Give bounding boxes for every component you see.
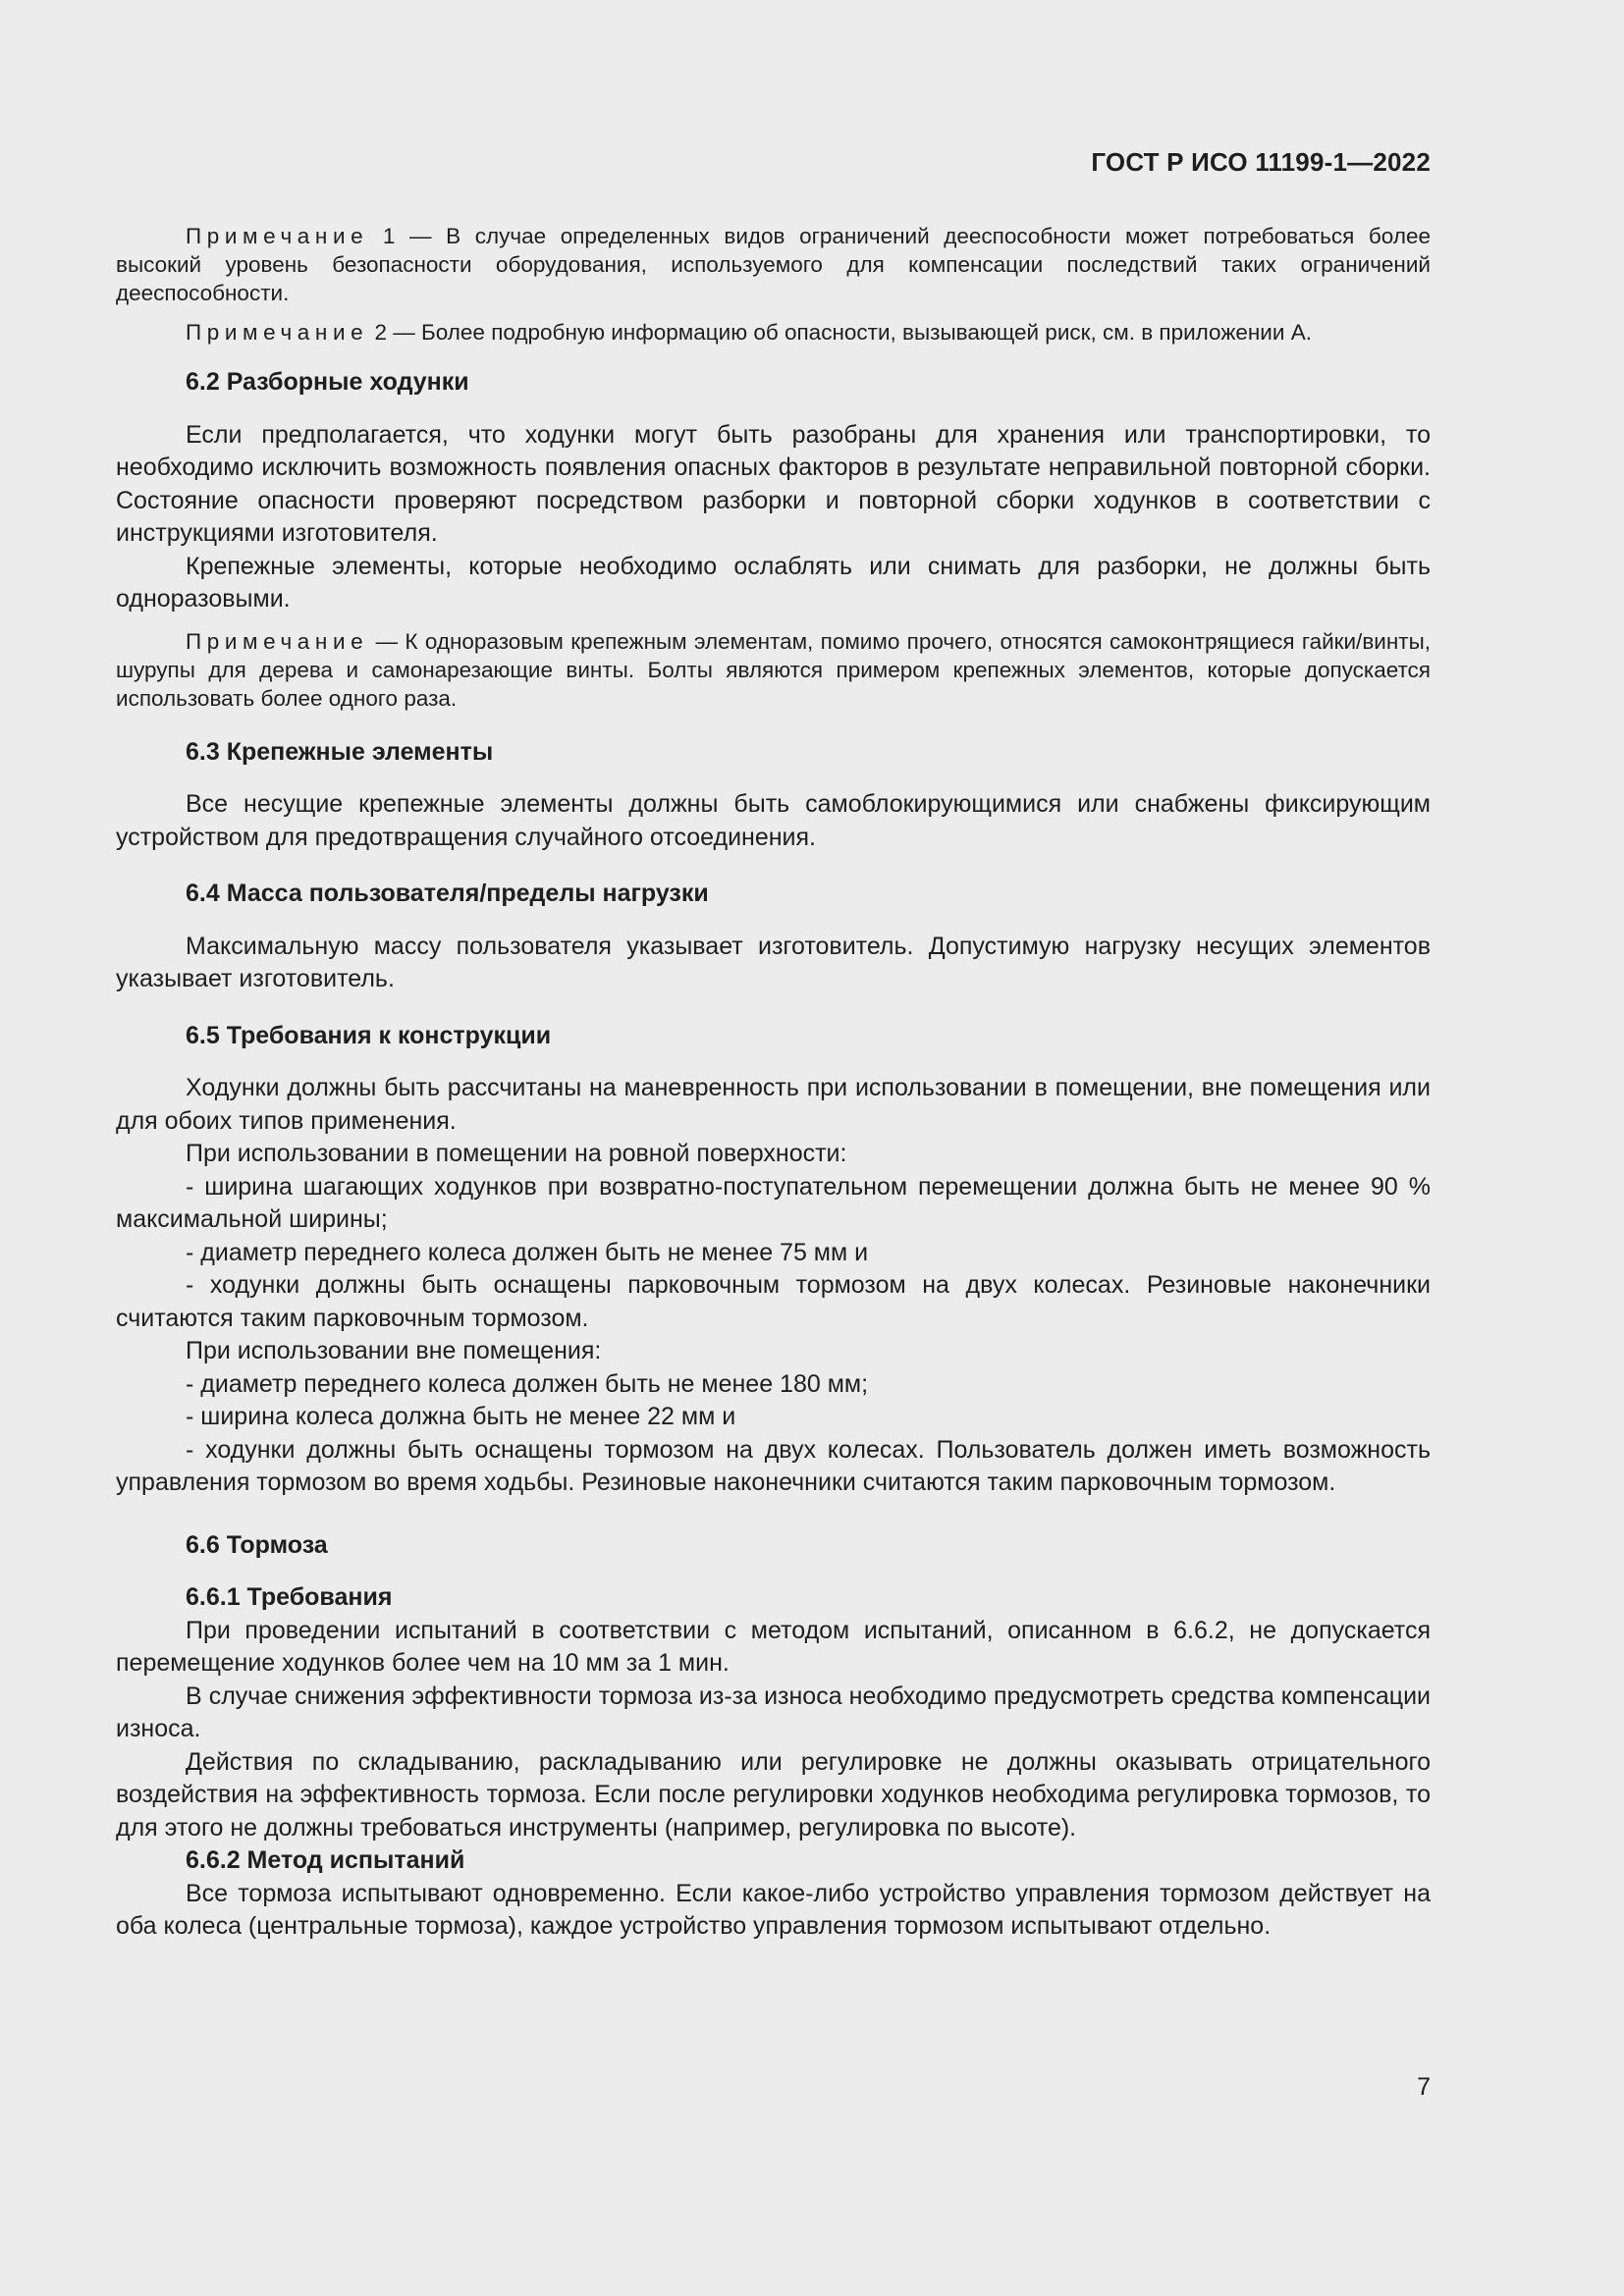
subsection-heading-6-6-2: 6.6.2 Метод испытаний (186, 1846, 465, 1874)
note-1 (116, 222, 1431, 307)
page-content (116, 222, 1431, 1944)
list-item: - диаметр переднего колеса должен быть не менее 180 мм; (186, 1369, 869, 1398)
note-text: 1 — В случае определенных видов ограничений дееспособности может потребоваться более высокий уровень безопасности оборудования, используемого для компенсации последствий таких ограничений дееспособности. (116, 224, 1431, 305)
section-heading-6-5: 6.5 Требования к конструкции (186, 1021, 552, 1049)
note-6-2 (116, 627, 1431, 713)
note-label: Примечание (186, 224, 369, 248)
section-heading-6-6: 6.6 Тормоза (186, 1530, 328, 1559)
paragraph: Все несущие крепежные элементы должны быть самоблокирующимися или снабжены фиксирующим устройством для предотвращения случайного отсоединения. (116, 790, 1431, 851)
section-heading-6-3: 6.3 Крепежные элементы (186, 737, 494, 766)
paragraph: Если предполагается, что ходунки могут быть разобраны для хранения или транспортировки, то необходимо исключить возможность появления опасных факторов в результате неправильной повторной сборки. Состояние опасности проверяют посредством разборки и повторной сборки ходунков в соответствии с инструкциями изготовителя. (116, 420, 1431, 547)
paragraph: При использовании в помещении на ровной поверхности: (186, 1140, 847, 1167)
note-label: Примечание (186, 320, 369, 345)
list-item: - ходунки должны быть оснащены тормозом на двух колесах. Пользователь должен иметь возможность управления тормозом во время ходьбы. Резиновые наконечники считаются таким парковочным тормозом. (116, 1435, 1431, 1496)
paragraph: Крепежные элементы, которые необходимо ослаблять или снимать для разборки, не должны быть одноразовыми. (116, 552, 1431, 613)
list-item: - ширина колеса должна быть не менее 22 мм и (186, 1403, 736, 1430)
subsection-heading-6-6-1: 6.6.1 Требования (186, 1583, 393, 1611)
paragraph: При проведении испытаний в соответствии с методом испытаний, описанном в 6.6.2, не допускается перемещение ходунков более чем на 10 мм за 1 мин. (116, 1616, 1431, 1677)
list-item: - ширина шагающих ходунков при возвратно-поступательном перемещении должна быть не менее 90 % максимальной ширины; (116, 1172, 1431, 1233)
note-2 (116, 318, 1431, 347)
paragraph: Действия по складыванию, раскладыванию или регулировке не должны оказывать отрицательного воздействия на эффективность тормоза. Если после регулировки ходунков необходима регулировка тормозов, то для этого не должны требоваться инструменты (например, регулировка по высоте). (116, 1747, 1431, 1842)
list-item: - диаметр переднего колеса должен быть не менее 75 мм и (186, 1238, 869, 1266)
paragraph: Максимальную массу пользователя указывает изготовитель. Допустимую нагрузку несущих элементов указывает изготовитель. (116, 932, 1431, 992)
note-text: — К одноразовым крепежным элементам, помимо прочего, относятся самоконтрящиеся гайки/винты, шурупы для дерева и самонарезающие винты. Болты являются примером крепежных элементов, которые допускается использовать более одного раза. (116, 628, 1431, 711)
section-heading-6-2: 6.2 Разборные ходунки (186, 368, 469, 396)
paragraph: Ходунки должны быть рассчитаны на маневренность при использовании в помещении, вне помещения или для обоих типов применения. (116, 1074, 1431, 1135)
page-number: 7 (1417, 2073, 1431, 2101)
paragraph: При использовании вне помещения: (186, 1337, 602, 1364)
note-text: 2 — Более подробную информацию об опасности, вызывающей риск, см. в приложении А. (368, 320, 1312, 345)
paragraph: Все тормоза испытывают одновременно. Если какое-либо устройство управления тормозом действует на оба колеса (центральные тормоза), каждое устройство управления тормозом испытывают отдельно. (116, 1879, 1431, 1940)
section-heading-6-4: 6.4 Масса пользователя/пределы нагрузки (186, 880, 709, 907)
list-item: - ходунки должны быть оснащены парковочным тормозом на двух колесах. Резиновые наконечники считаются таким парковочным тормозом. (116, 1271, 1431, 1332)
document-number: ГОСТ Р ИСО 11199-1—2022 (1091, 147, 1431, 177)
paragraph: В случае снижения эффективности тормоза из-за износа необходимо предусмотреть средства компенсации износа. (116, 1682, 1431, 1742)
note-label: Примечание (186, 628, 369, 654)
